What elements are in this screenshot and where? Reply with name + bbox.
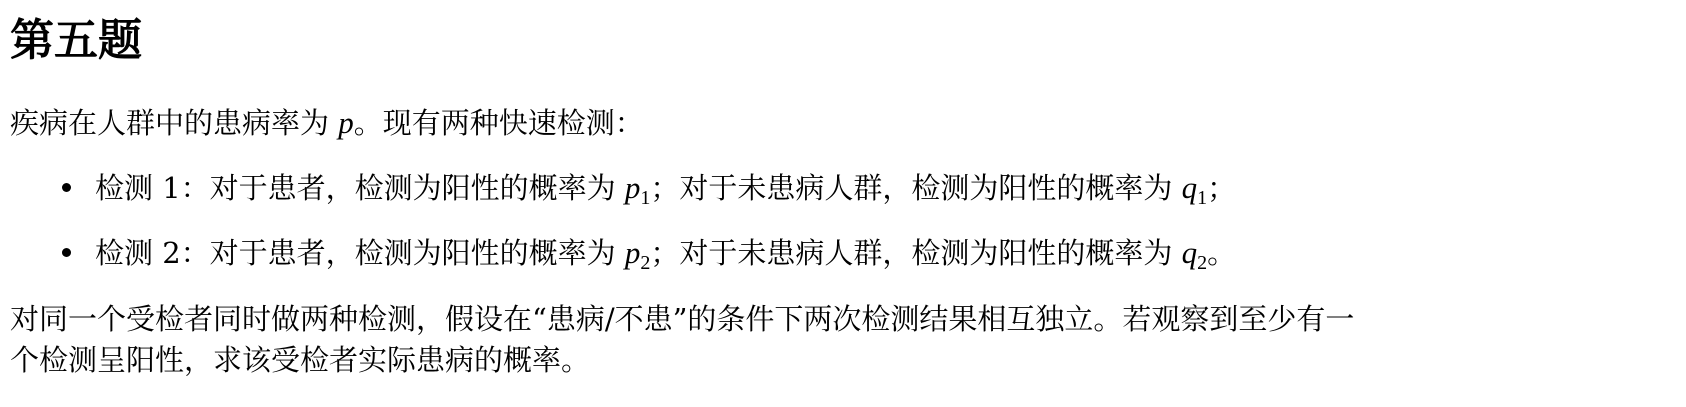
bullet-dot-icon <box>62 183 71 192</box>
bullet-mid-text: ；对于未患病人群，检测为阳性的概率为 <box>650 171 1182 205</box>
bullet-label: 检测 2：对于患者，检测为阳性的概率为 <box>95 236 625 270</box>
bullet-dot-icon <box>62 248 71 257</box>
intro-paragraph <box>10 100 644 146</box>
question-line-2: 个检测呈阳性，求该受检者实际患病的概率。 <box>10 343 591 377</box>
bullet-test-2 <box>62 230 1236 286</box>
intro-text-before: 疾病在人群中的患病率为 <box>10 106 339 140</box>
false-positive-variable: $q_1$ <box>1181 170 1208 209</box>
bullet-label: 检测 1：对于患者，检测为阳性的概率为 <box>95 171 625 205</box>
question-line-1: 对同一个受检者同时做两种检测，假设在“患病/不患”的条件下两次检测结果相互独立。若观察到至少有一 <box>10 302 1355 336</box>
problem-title: 第五题 <box>10 15 142 66</box>
sensitivity-variable: $p_2$ <box>624 235 651 274</box>
prevalence-variable: p <box>338 105 354 140</box>
intro-text-after: 。现有两种快速检测： <box>353 106 644 140</box>
false-positive-variable: $q_2$ <box>1181 235 1208 274</box>
bullet-end-punct: 。 <box>1207 236 1237 270</box>
bullet-end-punct: ； <box>1207 171 1237 205</box>
bullet-test-1 <box>62 165 1236 221</box>
bullet-mid-text: ；对于未患病人群，检测为阳性的概率为 <box>650 236 1182 270</box>
sensitivity-variable: $p_1$ <box>624 170 651 209</box>
